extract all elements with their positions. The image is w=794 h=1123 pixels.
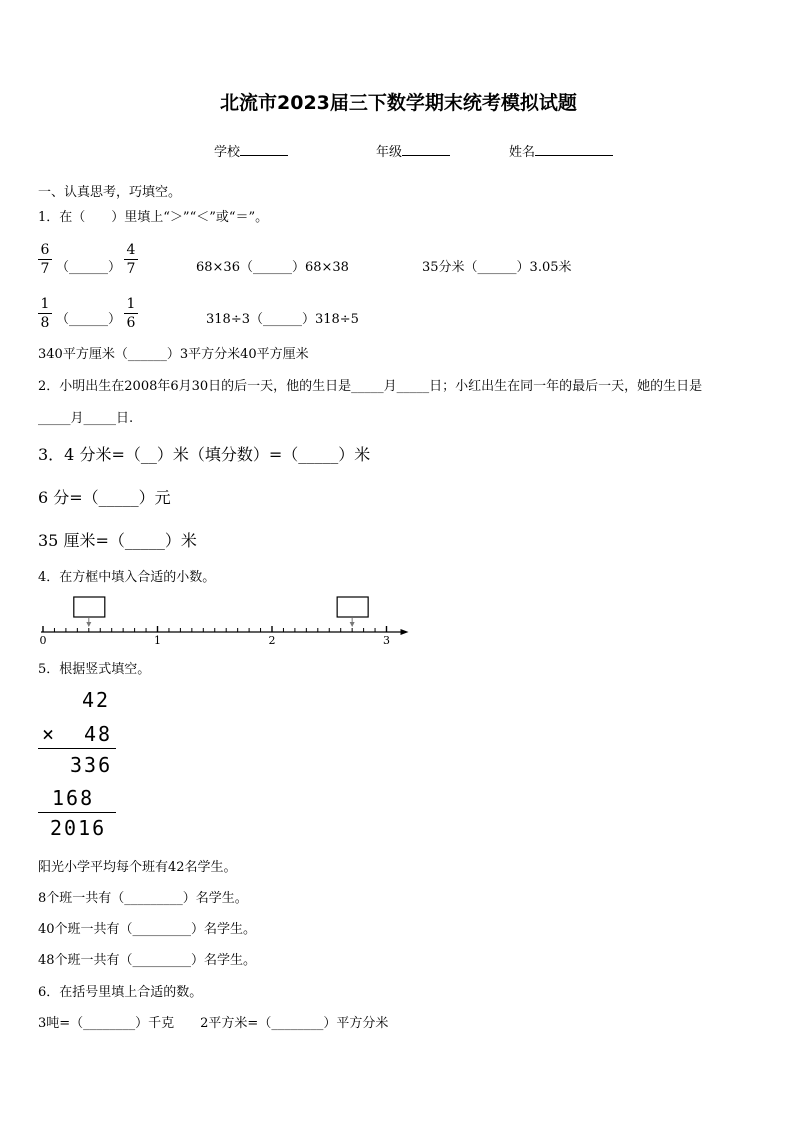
q4-text: 4．在方框中填入合适的小数。 [38,570,216,585]
school-field[interactable] [214,141,288,160]
q6-line[interactable]: 3吨=（________）千克 2平方米=（________）平方分米 [38,1016,389,1031]
compare-340cm2[interactable]: 340平方厘米（______）3平方分米40平方厘米 [38,347,309,362]
calc-divider [38,812,116,813]
calc-divider [38,748,116,749]
calc-row4: 168 [52,786,95,810]
tick-label: 3 [383,634,390,647]
frac-den: 7 [126,261,136,277]
section-heading: 一、认真思考，巧填空。 [38,185,182,200]
name-label: 姓名 [509,145,536,160]
q3-line3[interactable]: 35 厘米=（_____）米 [38,531,197,550]
q3-line1[interactable]: 3．4 分米=（__）米（填分数）=（_____）米 [38,445,371,464]
q5-line1[interactable]: 8个班一共有（_________）名学生。 [38,891,248,906]
pointer-arrow-icon [350,622,355,627]
q1-text: 1．在（ ）里填上“＞”“＜”或“＝”。 [38,210,269,225]
arrow-head-icon [401,629,409,635]
q3-line2[interactable]: 6 分=（_____）元 [38,488,171,507]
tick-label: 0 [39,634,47,647]
multiply-sign: × [42,722,57,746]
frac-den: 7 [40,261,50,277]
q6-text: 6．在括号里填上合适的数。 [38,985,203,1000]
frac-bar [38,313,52,314]
grade-label: 年级 [376,145,403,160]
frac-den: 8 [40,315,50,331]
tick-label: 1 [154,634,161,647]
q5-line3[interactable]: 48个班一共有（_________）名学生。 [38,953,257,968]
q5-line2[interactable]: 40个班一共有（_________）名学生。 [38,922,257,937]
compare-68x36[interactable]: 68×36（______）68×38 [196,260,349,275]
q5-text: 5．根据竖式填空。 [38,662,151,677]
frac-num: 1 [126,296,136,312]
q2-line1[interactable]: 2．小明出生在2008年6月30日的后一天，他的生日是_____月_____日；小红出生在同一年的最后一天，她的生日是 [38,379,703,394]
compare-blank[interactable]: （______） [56,312,122,327]
calc-result: 2016 [50,816,107,840]
number-line [30,590,415,648]
answer-box[interactable] [337,597,368,617]
page-title: 北流市2023届三下数学期末统考模拟试题 [220,92,577,114]
compare-blank[interactable]: （______） [56,260,122,275]
fraction-1-8 [38,296,52,331]
name-field[interactable] [509,141,613,160]
compare-318[interactable]: 318÷3（______）318÷5 [206,312,359,327]
frac-den: 6 [126,315,136,331]
fraction-6-7 [38,242,52,277]
frac-bar [124,313,138,314]
q2-line2[interactable]: _____月_____日. [38,411,134,426]
fraction-1-6 [124,296,138,331]
calc-row3: 336 [70,753,113,777]
answer-box[interactable] [74,597,105,617]
grade-field[interactable] [376,141,450,160]
pointer-arrow-icon [86,622,91,627]
q5-intro: 阳光小学平均每个班有42名学生。 [38,860,237,875]
compare-35dm[interactable]: 35分米（______）3.05米 [422,260,572,275]
frac-num: 6 [40,242,50,258]
frac-num: 1 [40,296,50,312]
school-label: 学校 [214,145,241,160]
frac-bar [38,259,52,260]
tick-label: 2 [268,634,276,647]
frac-bar [124,259,138,260]
fraction-4-7 [124,242,138,277]
calc-row1: 42 [82,688,111,712]
frac-num: 4 [126,242,136,258]
calc-row2: 48 [84,722,113,746]
